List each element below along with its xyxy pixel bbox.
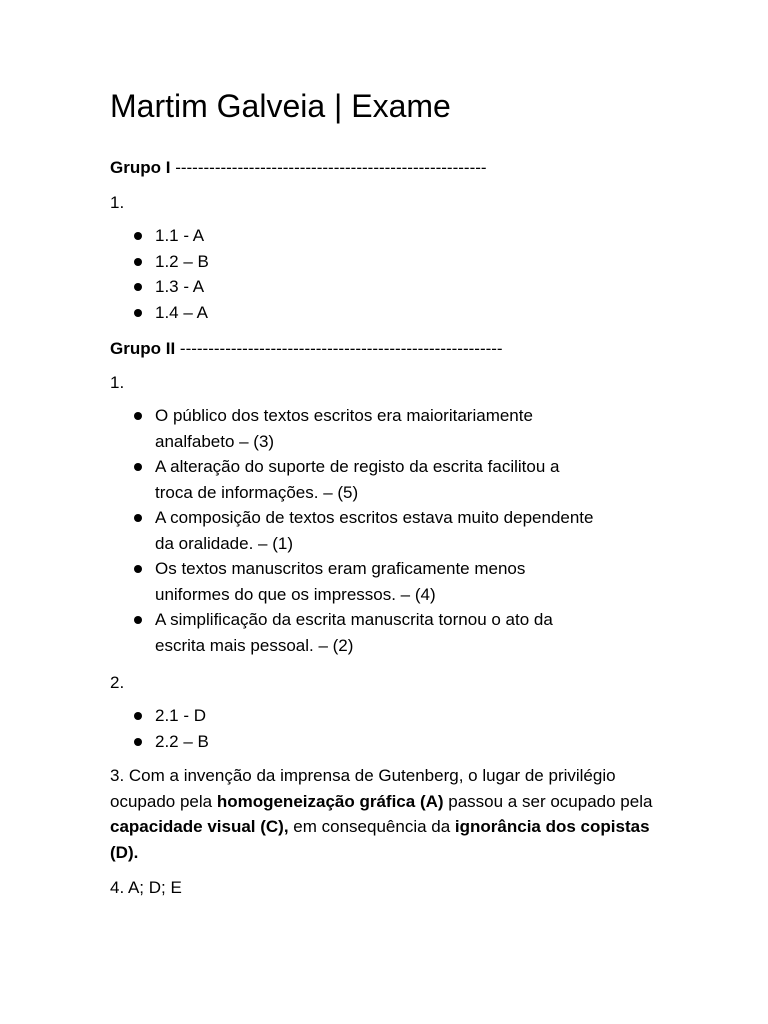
group-2-question-2-answers xyxy=(110,703,600,754)
bold-phrase: homogeneização gráfica (A) xyxy=(216,791,444,811)
bullet-icon xyxy=(134,412,142,420)
bold-phrase: ignorância dos copistas (D). xyxy=(110,817,650,862)
bullet-icon xyxy=(134,738,142,746)
bullet-icon xyxy=(134,712,142,720)
group-1-label: Grupo I xyxy=(110,158,171,177)
list-item: 2.1 - D xyxy=(110,703,600,729)
list-item: 2.2 – B xyxy=(110,729,600,755)
group-2-heading xyxy=(110,336,503,361)
group-2-separator: --------------------------------------------------------- xyxy=(179,339,503,358)
list-item: A composição de textos escritos estava muito dependente da oralidade. – (1) xyxy=(110,505,600,556)
bullet-icon xyxy=(134,463,142,471)
group-2-question-1-number: 1. xyxy=(110,373,125,392)
list-item: 1.2 – B xyxy=(110,249,600,275)
list-item: Os textos manuscritos eram graficamente menos uniformes do que os impressos. – (4) xyxy=(110,556,600,607)
bullet-icon xyxy=(134,232,142,240)
page-title: Martim Galveia | Exame xyxy=(110,88,451,124)
list-item: 1.4 – A xyxy=(110,300,600,326)
group-2-question-1-answers xyxy=(110,403,600,658)
list-item: O público dos textos escritos era maioritariamente analfabeto – (3) xyxy=(110,403,600,454)
group-2-question-4-answer: 4. A; D; E xyxy=(110,878,182,897)
list-item: A simplificação da escrita manuscrita tornou o ato da escrita mais pessoal. – (2) xyxy=(110,607,600,658)
bullet-icon xyxy=(134,565,142,573)
bullet-icon xyxy=(134,283,142,291)
bullet-icon xyxy=(134,514,142,522)
list-item: 1.3 - A xyxy=(110,274,600,300)
group-1-question-1-number: 1. xyxy=(110,193,125,212)
bullet-icon xyxy=(134,616,142,624)
bullet-icon xyxy=(134,309,142,317)
list-item: A alteração do suporte de registo da escrita facilitou a troca de informações. – (5) xyxy=(110,454,600,505)
bullet-icon xyxy=(134,258,142,266)
group-2-question-2-number: 2. xyxy=(110,673,125,692)
group-1-heading xyxy=(110,155,487,180)
group-1-question-1-answers xyxy=(110,223,600,325)
list-item: 1.1 - A xyxy=(110,223,600,249)
group-2-question-3-answer: 3. Com a invenção da imprensa de Gutenberg, o lugar de privilégio ocupado pela homogeneização gráfica (A) passou a ser ocupado pela capacidade visual (C), em consequência da ignorância dos copistas (D). xyxy=(110,766,653,862)
group-1-separator: ------------------------------------------------------- xyxy=(175,158,487,177)
group-2-label: Grupo II xyxy=(110,339,176,358)
bold-phrase: capacidade visual (C), xyxy=(110,817,289,836)
